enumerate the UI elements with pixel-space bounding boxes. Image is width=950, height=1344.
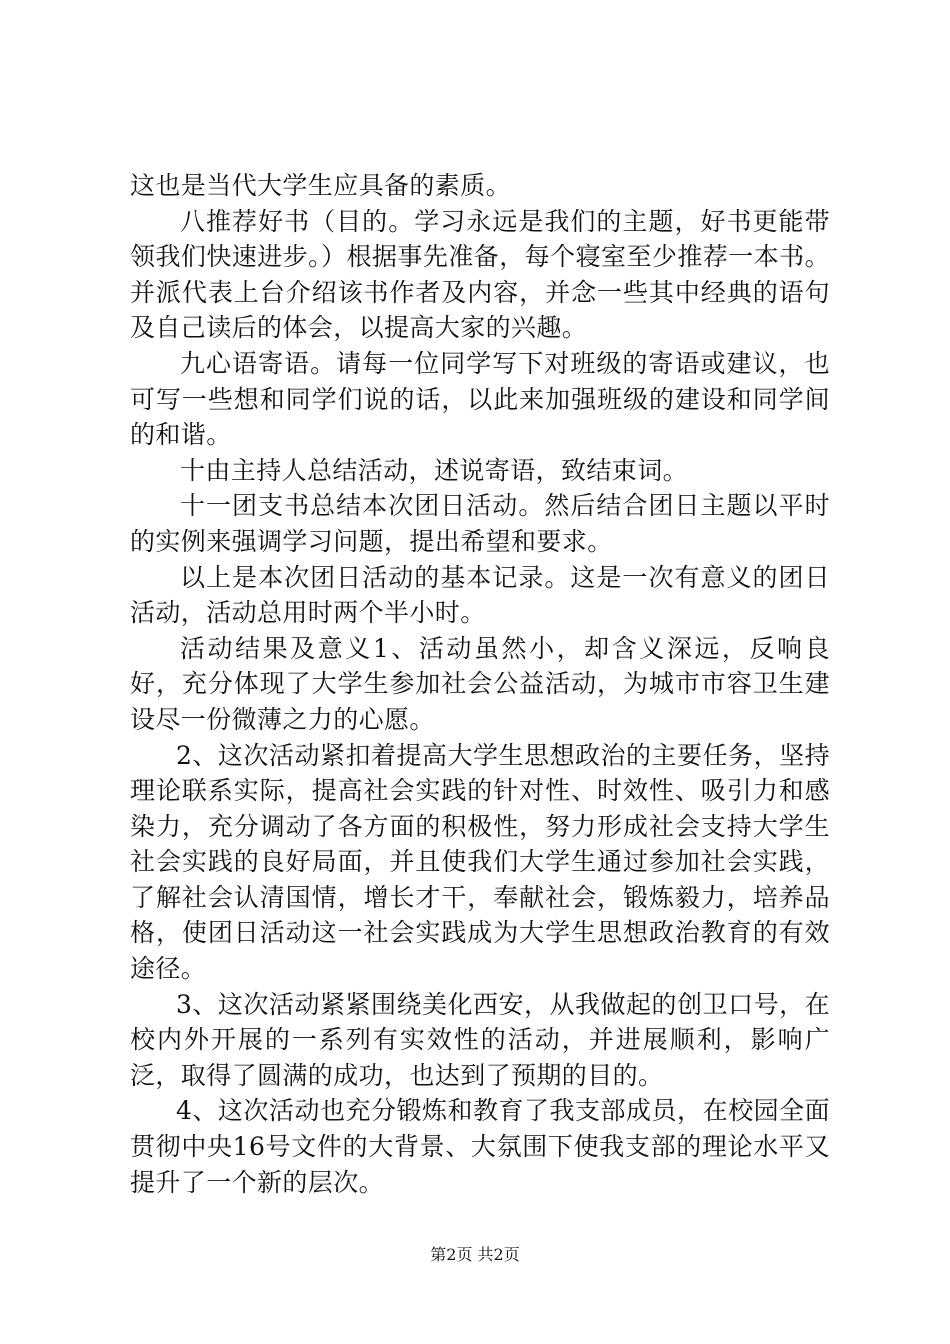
paragraph-9: 3、这次活动紧紧围绕美化西安，从我做起的创卫口号，在校内外开展的一系列有实效性的活动，并进展顺利，影响广泛，取得了圆满的成功，也达到了预期的目的。 [130, 989, 830, 1090]
paragraph-2: 八推荐好书（目的。学习永远是我们的主题，好书更能带领我们快速进步。）根据事先准备，每个寝室至少推荐一本书。并派代表上台介绍该书作者及内容，并念一些其中经典的语句及自己读后的体会，以提高大家的兴趣。 [130, 206, 830, 343]
paragraph-6: 以上是本次团日活动的基本记录。这是一次有意义的团日活动，活动总用时两个半小时。 [130, 562, 830, 628]
paragraph-4: 十由主持人总结活动，述说寄语，致结束词。 [180, 455, 689, 485]
document-body [130, 168, 830, 1200]
paragraph-10: 4、这次活动也充分锻炼和教育了我支部成员，在校园全面贯彻中央16号文件的大背景、大氛围下使我支部的理论水平又提升了一个新的层次。 [130, 1096, 830, 1197]
paragraph-1: 这也是当代大学生应具备的素质。 [130, 171, 512, 200]
paragraph-7: 活动结果及意义1、活动虽然小，却含义深远，反响良好，充分体现了大学生参加社会公益活动，为城市市容卫生建设尽一份微薄之力的心愿。 [130, 633, 830, 734]
paragraph-5: 十一团支书总结本次团日活动。然后结合团日主题以平时的实例来强调学习问题，提出希望和要求。 [130, 491, 830, 556]
page-number-label: 第2页 共2页 [430, 1245, 520, 1264]
paragraph-3: 九心语寄语。请每一位同学写下对班级的寄语或建议，也可写一些想和同学们说的话，以此来加强班级的建设和同学间的和谐。 [130, 348, 830, 450]
paragraph-8: 2、这次活动紧扣着提高大学生思想政治的主要任务，坚持理论联系实际，提高社会实践的针对性、时效性、吸引力和感染力，充分调动了各方面的积极性，努力形成社会支持大学生社会实践的良好局面，并且使我们大学生通过参加社会实践，了解社会认清国情，增长才干，奉献社会，锻炼毅力，培养品格，使团日活动这一社会实践成为大学生思想政治教育的有效途径。 [130, 740, 830, 984]
page-footer [0, 1244, 950, 1266]
